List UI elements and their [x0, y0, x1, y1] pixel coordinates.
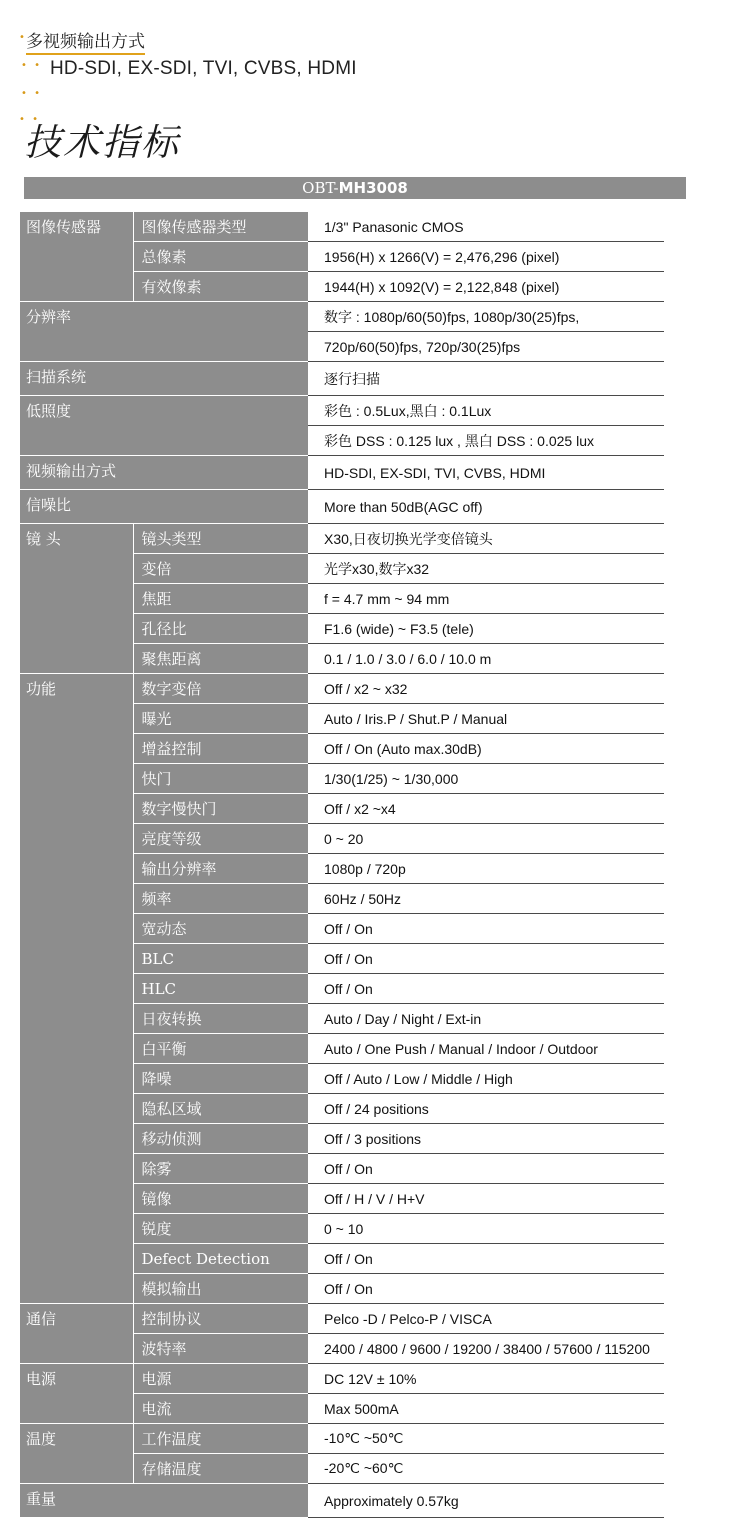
value-cell: Off / x2 ~x4 — [308, 794, 664, 824]
table-row — [20, 362, 664, 396]
bullet-dots-icon: • • — [19, 114, 40, 125]
table-row — [20, 1484, 664, 1518]
value-cell: Off / x2 ~ x32 — [308, 674, 664, 704]
value-cell: Off / On (Auto max.30dB) — [308, 734, 664, 764]
value-cell: 0 ~ 10 — [308, 1214, 664, 1244]
category-cell: 低照度 — [20, 396, 308, 456]
item-cell: 波特率 — [133, 1334, 308, 1364]
value-cell: 彩色 DSS : 0.125 lux , 黑白 DSS : 0.025 lux — [308, 426, 664, 456]
value-cell: HD-SDI, EX-SDI, TVI, CVBS, HDMI — [308, 456, 664, 490]
value-cell: 数字 : 1080p/60(50)fps, 1080p/30(25)fps, — [308, 302, 664, 332]
value-cell: 1944(H) x 1092(V) = 2,122,848 (pixel) — [308, 272, 664, 302]
table-row — [20, 674, 664, 704]
item-cell: 焦距 — [133, 584, 308, 614]
value-cell: Max 500mA — [308, 1394, 664, 1424]
value-cell: 逐行扫描 — [308, 362, 664, 396]
item-cell: 白平衡 — [133, 1034, 308, 1064]
bullet-dots-icon: • — [19, 32, 27, 43]
model-prefix: OBT- — [302, 179, 339, 197]
item-cell: 总像素 — [133, 242, 308, 272]
category-cell: 镜 头 — [20, 524, 133, 674]
value-cell: Off / H / V / H+V — [308, 1184, 664, 1214]
value-cell: Off / 24 positions — [308, 1094, 664, 1124]
category-cell: 电源 — [20, 1364, 133, 1424]
value-cell: Off / On — [308, 974, 664, 1004]
item-cell: 除雾 — [133, 1154, 308, 1184]
value-cell: 1/30(1/25) ~ 1/30,000 — [308, 764, 664, 794]
table-row — [20, 396, 664, 426]
item-cell: HLC — [133, 974, 308, 1004]
category-cell: 扫描系统 — [20, 362, 308, 396]
item-cell: 亮度等级 — [133, 824, 308, 854]
value-cell: X30,日夜切换光学变倍镜头 — [308, 524, 664, 554]
item-cell: 镜头类型 — [133, 524, 308, 554]
item-cell: 工作温度 — [133, 1424, 308, 1454]
item-cell: 宽动态 — [133, 914, 308, 944]
value-cell: -10℃ ~50℃ — [308, 1424, 664, 1454]
table-row — [20, 524, 664, 554]
item-cell: 快门 — [133, 764, 308, 794]
model-code: MH3008 — [338, 179, 408, 197]
value-cell: 彩色 : 0.5Lux,黑白 : 0.1Lux — [308, 396, 664, 426]
value-cell: Approximately 0.57kg — [308, 1484, 664, 1518]
item-cell: 锐度 — [133, 1214, 308, 1244]
table-row — [20, 1364, 664, 1394]
value-cell: 1956(H) x 1266(V) = 2,476,296 (pixel) — [308, 242, 664, 272]
category-cell: 分辨率 — [20, 302, 308, 362]
item-cell: 降噪 — [133, 1064, 308, 1094]
item-cell: 隐私区域 — [133, 1094, 308, 1124]
bullet-dots-icon: • • — [21, 60, 42, 71]
item-cell: 图像传感器类型 — [133, 212, 308, 242]
value-cell: 2400 / 4800 / 9600 / 19200 / 38400 / 57600 / 115200 — [308, 1334, 664, 1364]
item-cell: 日夜转换 — [133, 1004, 308, 1034]
item-cell: 聚焦距离 — [133, 644, 308, 674]
category-cell: 视频输出方式 — [20, 456, 308, 490]
value-cell: More than 50dB(AGC off) — [308, 490, 664, 524]
category-cell: 功能 — [20, 674, 133, 1304]
value-cell: -20℃ ~60℃ — [308, 1454, 664, 1484]
table-row — [20, 490, 664, 524]
section-title: 技术指标 — [24, 121, 180, 164]
value-cell: Off / Auto / Low / Middle / High — [308, 1064, 664, 1094]
value-cell: Auto / One Push / Manual / Indoor / Outdoor — [308, 1034, 664, 1064]
item-cell: 存储温度 — [133, 1454, 308, 1484]
table-row — [20, 212, 664, 242]
spec-table — [20, 212, 664, 1518]
item-cell: 电源 — [133, 1364, 308, 1394]
model-bar — [24, 177, 686, 199]
item-cell: 模拟输出 — [133, 1274, 308, 1304]
item-cell: 镜像 — [133, 1184, 308, 1214]
value-cell: 1080p / 720p — [308, 854, 664, 884]
category-cell: 图像传感器 — [20, 212, 133, 302]
value-cell: Off / On — [308, 1154, 664, 1184]
value-cell: 光学x30,数字x32 — [308, 554, 664, 584]
value-cell: 720p/60(50)fps, 720p/30(25)fps — [308, 332, 664, 362]
item-cell: 输出分辨率 — [133, 854, 308, 884]
value-cell: Off / 3 positions — [308, 1124, 664, 1154]
category-cell: 重量 — [20, 1484, 308, 1518]
item-cell: 变倍 — [133, 554, 308, 584]
value-cell: Off / On — [308, 914, 664, 944]
item-cell: BLC — [133, 944, 308, 974]
value-cell: Auto / Day / Night / Ext-in — [308, 1004, 664, 1034]
value-cell: Off / On — [308, 944, 664, 974]
table-row — [20, 1424, 664, 1454]
value-cell: 0.1 / 1.0 / 3.0 / 6.0 / 10.0 m — [308, 644, 664, 674]
item-cell: 孔径比 — [133, 614, 308, 644]
output-title: 多视频输出方式 — [26, 27, 145, 55]
value-cell: Auto / Iris.P / Shut.P / Manual — [308, 704, 664, 734]
item-cell: 数字慢快门 — [133, 794, 308, 824]
item-cell: 数字变倍 — [133, 674, 308, 704]
value-cell: Pelco -D / Pelco-P / VISCA — [308, 1304, 664, 1334]
item-cell: 有效像素 — [133, 272, 308, 302]
value-cell: f = 4.7 mm ~ 94 mm — [308, 584, 664, 614]
item-cell: 增益控制 — [133, 734, 308, 764]
value-cell: DC 12V ± 10% — [308, 1364, 664, 1394]
category-cell: 信噪比 — [20, 490, 308, 524]
category-cell: 通信 — [20, 1304, 133, 1364]
value-cell: 1/3" Panasonic CMOS — [308, 212, 664, 242]
value-cell: F1.6 (wide) ~ F3.5 (tele) — [308, 614, 664, 644]
item-cell: 频率 — [133, 884, 308, 914]
item-cell: 控制协议 — [133, 1304, 308, 1334]
table-row — [20, 456, 664, 490]
bullet-dots-icon: • • — [21, 88, 42, 99]
item-cell: 电流 — [133, 1394, 308, 1424]
item-cell: Defect Detection — [133, 1244, 308, 1274]
table-row — [20, 1304, 664, 1334]
value-cell: 0 ~ 20 — [308, 824, 664, 854]
value-cell: Off / On — [308, 1274, 664, 1304]
value-cell: Off / On — [308, 1244, 664, 1274]
item-cell: 曝光 — [133, 704, 308, 734]
category-cell: 温度 — [20, 1424, 133, 1484]
value-cell: 60Hz / 50Hz — [308, 884, 664, 914]
output-value: HD-SDI, EX-SDI, TVI, CVBS, HDMI — [50, 58, 357, 79]
table-row — [20, 302, 664, 332]
item-cell: 移动侦测 — [133, 1124, 308, 1154]
